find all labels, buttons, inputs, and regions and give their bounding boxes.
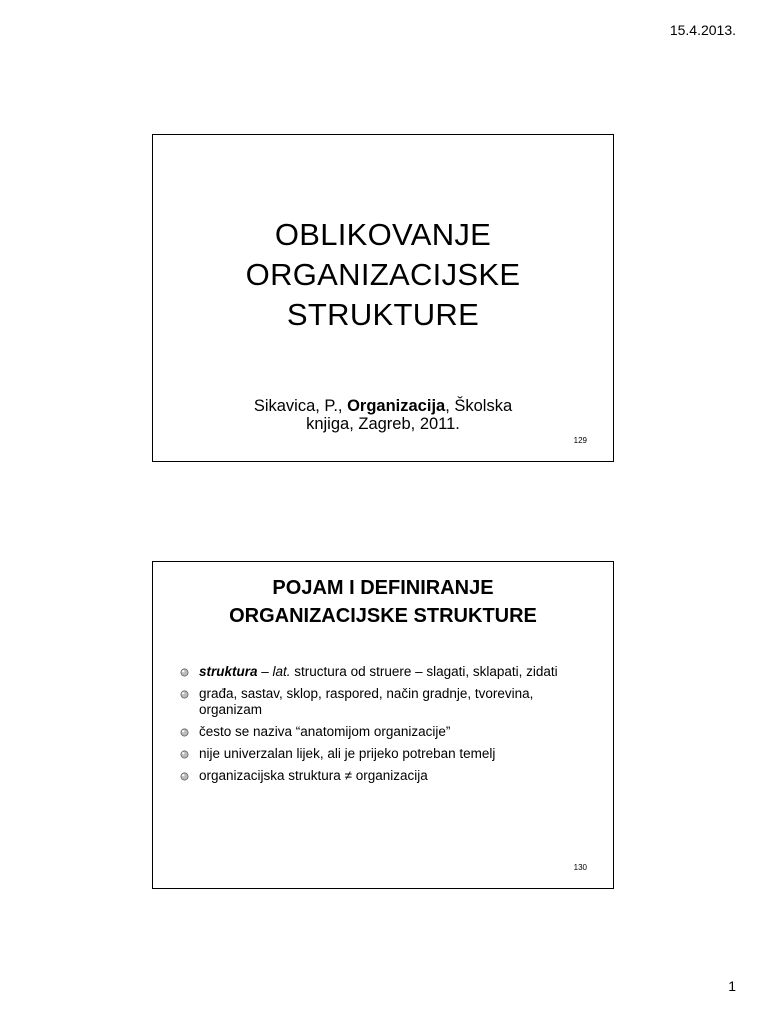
slide-title	[153, 215, 613, 335]
slide-title-line: ORGANIZACIJSKE	[245, 257, 521, 292]
slide-number: 130	[573, 863, 587, 872]
print-date: 15.4.2013.	[669, 22, 736, 38]
list-item	[179, 664, 583, 680]
sphere-bullet-icon	[180, 668, 189, 677]
reference-publisher: , Školska	[445, 397, 513, 415]
bullet-text: često se naziva “anatomijom organizacije”	[199, 724, 451, 739]
list-item	[179, 686, 583, 718]
slide-title-line: ORGANIZACIJSKE STRUKTURE	[229, 605, 537, 627]
dash: –	[257, 664, 273, 679]
not-equal-symbol: ≠	[344, 768, 352, 783]
book-reference	[153, 397, 613, 433]
sphere-bullet-icon	[180, 728, 189, 737]
bullet-text: organizacija	[351, 768, 428, 783]
latin-abbrev: lat.	[272, 664, 291, 679]
slide-title-line: OBLIKOVANJE	[274, 217, 492, 252]
list-item	[179, 724, 583, 740]
bullet-text: organizacijska struktura	[199, 768, 345, 783]
slide-129	[152, 134, 614, 462]
list-item	[179, 746, 583, 762]
reference-line-1	[153, 397, 613, 415]
sphere-bullet-icon	[180, 772, 189, 781]
bullet-list	[179, 664, 583, 790]
sphere-bullet-icon	[180, 690, 189, 699]
reference-book-title: Organizacija	[347, 397, 446, 415]
reference-author: Sikavica, P.,	[253, 397, 348, 415]
list-item	[179, 768, 583, 784]
page-number: 1	[728, 978, 736, 994]
slide-title	[153, 574, 613, 630]
slide-title-line: STRUKTURE	[286, 297, 480, 332]
bullet-text: nije univerzalan lijek, ali je prijeko potreban temelj	[199, 746, 496, 761]
term-struktura: struktura	[199, 664, 258, 679]
slide-number: 129	[573, 436, 587, 445]
slide-130	[152, 561, 614, 889]
sphere-bullet-icon	[180, 750, 189, 759]
slide-title-line: POJAM I DEFINIRANJE	[272, 577, 494, 599]
reference-line-2: knjiga, Zagreb, 2011.	[306, 415, 460, 433]
bullet-text: structura od struere – slagati, sklapati, zidati	[290, 664, 558, 679]
bullet-text: građa, sastav, sklop, raspored, način gradnje, tvorevina, organizam	[199, 686, 534, 717]
